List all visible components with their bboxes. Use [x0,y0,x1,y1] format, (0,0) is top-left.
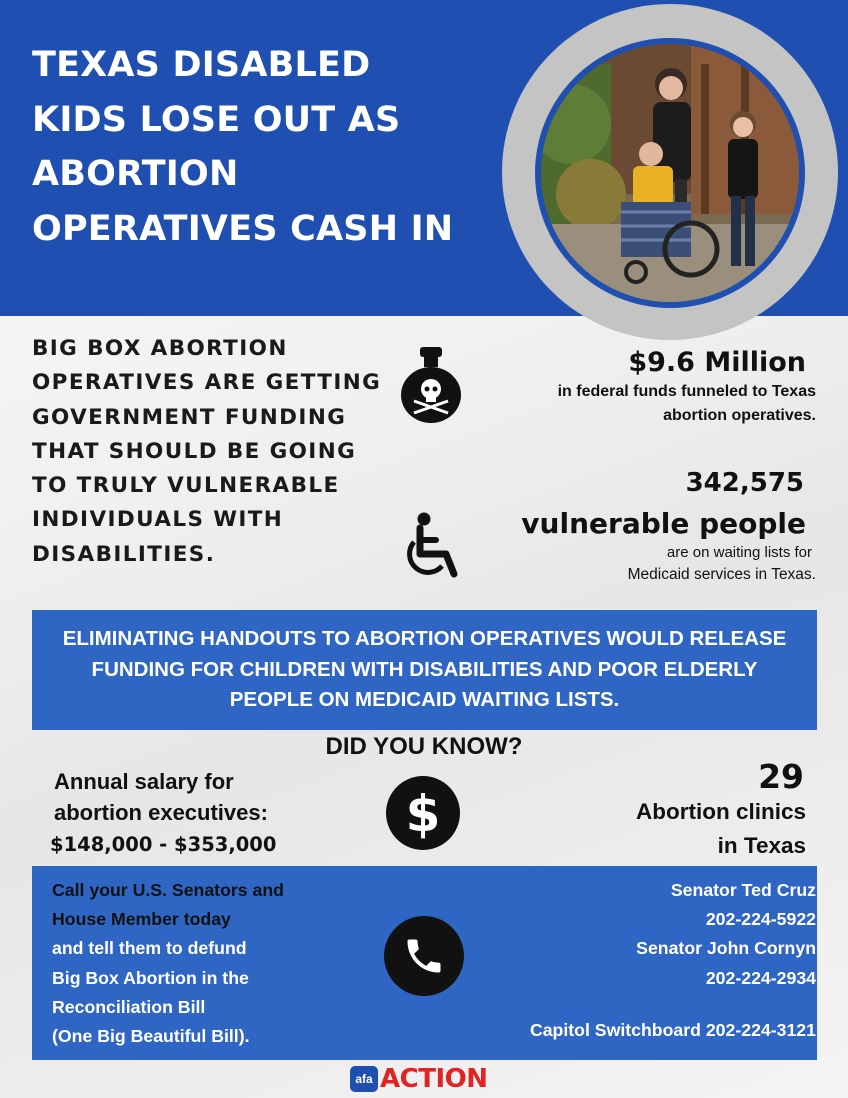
waiting-list-count: 342,575 [685,468,804,498]
contact-phone: 202-224-2934 [705,967,816,988]
afa-action-logo [350,1064,487,1094]
funding-desc-line2: abortion operatives. [663,407,816,424]
contact-name: Senator Ted Cruz [670,880,816,900]
call-to-action-text [52,876,342,1051]
salary-range: $148,000 - $353,000 [50,833,277,856]
svg-text:$: $ [405,785,441,841]
cta-line: House Member today [52,909,231,930]
policy-banner: ELIMINATING HANDOUTS TO ABORTION OPERATIVES WOULD RELEASE FUNDING FOR CHILDREN WITH DISABILITIES AND POOR ELDERLY PEOPLE ON MEDICAID WAITING LISTS. [32,610,817,730]
senator-contacts [516,876,816,993]
afa-logo-text: ACTION [380,1064,488,1094]
clinics-count: 29 [758,757,804,796]
clinics-label-line1: Abortion clinics [635,799,806,824]
funding-amount: $9.6 Million [628,347,806,378]
did-you-know-heading: DID YOU KNOW? [325,733,523,760]
cta-line: Call your U.S. Senators and [52,880,284,900]
salary-label-line1: Annual salary for [54,769,234,794]
intro-statement: BIG BOX ABORTION OPERATIVES ARE GETTING GOVERNMENT FUNDING THAT SHOULD BE GOING TO TRULY VULNERABLE INDIVIDUALS WITH DISABILITIES. [32,336,382,567]
waiting-list-people: vulnerable people [521,507,806,540]
contact-phone: 202-224-5922 [705,909,816,930]
cta-line: (One Big Beautiful Bill). [52,1026,250,1047]
waiting-list-desc-line2: Medicaid services in Texas. [627,566,816,583]
poison-bottle-icon [400,347,462,423]
funding-desc-line1: in federal funds funneled to Texas [557,383,816,400]
headline: TEXAS DISABLED KIDS LOSE OUT AS ABORTION OPERATIVES CASH IN [32,45,454,249]
capitol-switchboard: Capitol Switchboard 202-224-3121 [529,1020,816,1040]
clinics-label [586,795,806,863]
wheelchair-icon [402,512,466,582]
cta-line: and tell them to defund [52,938,247,959]
cta-line: Big Box Abortion in the [52,967,249,988]
waiting-list-desc-line1: are on waiting lists for [666,544,812,561]
family-with-wheelchair-photo [541,44,799,302]
contact-name: Senator John Cornyn [636,938,816,959]
salary-label-line2: abortion executives: [54,800,268,825]
phone-icon [384,916,464,996]
afa-logo-mark: afa [350,1066,378,1092]
clinics-label-line2: in Texas [717,833,806,858]
salary-label [54,766,314,828]
dollar-icon [386,776,460,850]
cta-line: Reconciliation Bill [52,996,206,1017]
